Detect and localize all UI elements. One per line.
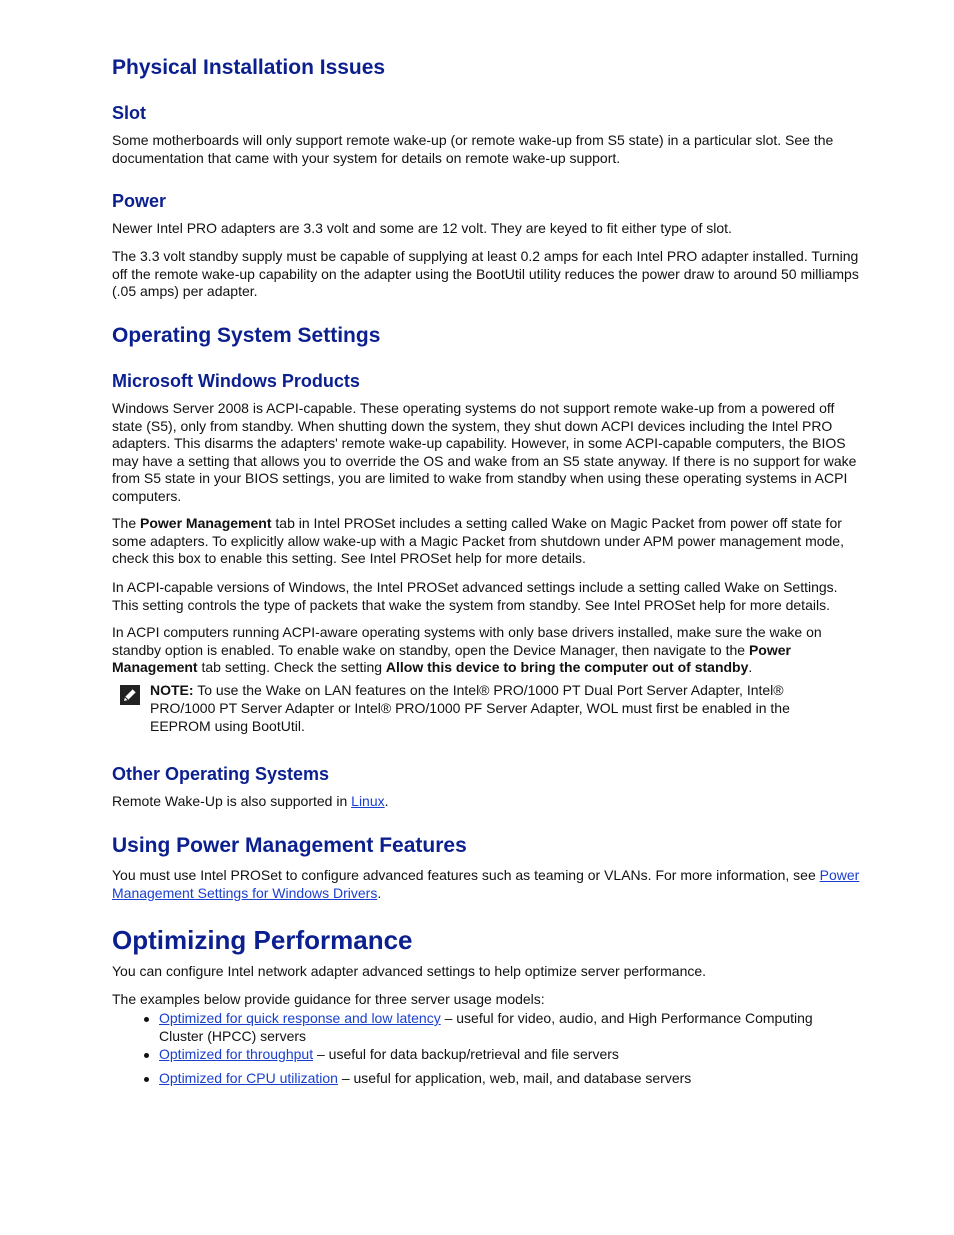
heading-slot: Slot [112, 103, 146, 123]
list-item: Optimized for CPU utilization – useful for application, web, mail, and database servers [159, 1070, 859, 1088]
latency-link[interactable]: Optimized for quick response and low latency [159, 1010, 441, 1026]
linux-link[interactable]: Linux [351, 793, 385, 809]
slot-paragraph: Some motherboards will only support remote wake-up (or remote wake-up from S5 state) in a particular slot. See the documentation that came with your system for details on remote wake-up support. [112, 132, 834, 166]
note-text: NOTE: To use the Wake on LAN features on the Intel® PRO/1000 PT Dual Port Server Adapter, Intel® PRO/1000 PT Server Adapter or Intel® PRO/1000 PF Server Adapter, WOL must first be enabled in the EEPROM using BootUtil. [150, 682, 790, 734]
power-paragraph-2: The 3.3 volt standby supply must be capable of supplying at least 0.2 amps for each Intel PRO adapter installed. Turning off the remote wake-up capability on the adapter using the BootUtil utility reduces the power draw to around 50 milliamps (.05 amps) per adapter. [112, 248, 859, 300]
note-box [112, 681, 864, 737]
perf-paragraph-1: You can configure Intel network adapter advanced settings to help optimize server performance. [112, 963, 707, 979]
ms-paragraph-3: In ACPI-capable versions of Windows, the Intel PROSet advanced settings include a setting called Wake on Settings. This setting controls the type of packets that wake the system from standby. See Intel PROSet help for more details. [112, 579, 838, 613]
cpu-utilization-link[interactable]: Optimized for CPU utilization [159, 1070, 338, 1086]
heading-power-management: Using Power Management Features [112, 834, 467, 857]
power-paragraph-1: Newer Intel PRO adapters are 3.3 volt and some are 12 volt. They are keyed to fit either type of slot. [112, 220, 732, 236]
ms-paragraph-2: The Power Management tab in Intel PROSet includes a setting called Wake on Magic Packet from power off state for some adapters. To explicitly allow wake-up with a Magic Packet from shutdown under APM power management mode, check this box to enable this setting. See Intel PROSet help for more details. [112, 515, 844, 567]
throughput-link[interactable]: Optimized for throughput [159, 1046, 314, 1062]
ms-paragraph-1: Windows Server 2008 is ACPI-capable. These operating systems do not support remote wake-up from a powered off state (S5), only from standby. When shutting down the system, they shut down ACPI devices including the Intel PRO adapters. This disarms the adapters' remote wake-up capability. However, in some ACPI-capable computers, the BIOS may have a setting that allows you to override the OS and wake from an S5 state anyway. If there is no support for wake from S5 state in your BIOS settings, you are limited to wake from standby when using these operating systems in ACPI computers. [112, 400, 857, 504]
list-item: Optimized for quick response and low latency – useful for video, audio, and High Performance Computing Cluster (HPCC) servers [159, 1010, 844, 1045]
heading-other-os: Other Operating Systems [112, 764, 330, 784]
power-management-paragraph: You must use Intel PROSet to configure advanced features such as teaming or VLANs. For more information, see Power Management Settings for Windows Drivers. [112, 867, 860, 901]
perf-paragraph-2: The examples below provide guidance for three server usage models: [112, 991, 545, 1007]
ms-paragraph-4: In ACPI computers running ACPI-aware operating systems with only base drivers installed, make sure the wake on standby option is enabled. To enable wake on standby, open the Device Manager, then navigate to the Power Management tab setting. Check the setting Allow this device to bring the computer out of standby. [112, 624, 822, 676]
list-item: Optimized for throughput – useful for data backup/retrieval and file servers [159, 1046, 859, 1064]
pencil-note-icon [120, 685, 140, 705]
heading-power: Power [112, 191, 167, 211]
heading-physical-installation: Physical Installation Issues [112, 56, 386, 79]
heading-os-settings: Operating System Settings [112, 324, 381, 347]
other-os-paragraph: Remote Wake-Up is also supported in Linux. [112, 793, 389, 809]
heading-optimizing-performance: Optimizing Performance [112, 925, 413, 955]
heading-ms-windows: Microsoft Windows Products [112, 371, 360, 391]
power-management-settings-link[interactable]: Power Management Settings for Windows Drivers [112, 867, 860, 901]
